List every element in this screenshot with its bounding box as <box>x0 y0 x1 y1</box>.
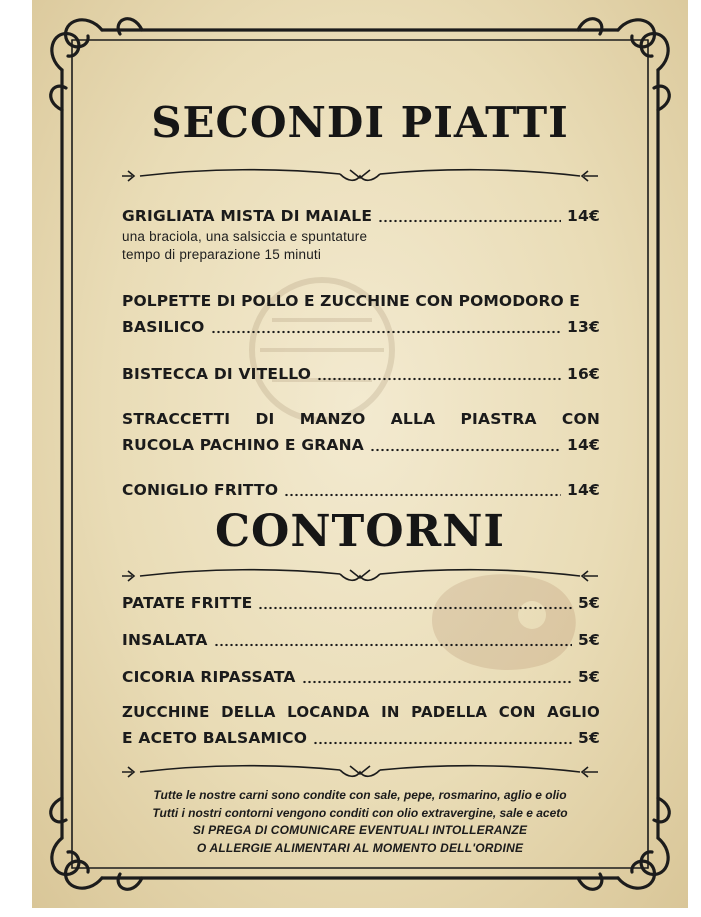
item-name: STRACCETTI DI MANZO ALLA PIASTRA CON <box>122 410 600 428</box>
note-line: SI PREGA DI COMUNICARE EVENTUALI INTOLLERANZE <box>192 823 528 837</box>
item-name: GRIGLIATA MISTA DI MAIALE <box>122 207 373 225</box>
item-name: CICORIA RIPASSATA <box>122 668 296 686</box>
item-name: ZUCCHINE DELLA LOCANDA IN PADELLA CON AGLIO <box>122 703 600 721</box>
section-title-secondi: SECONDI PIATTI <box>151 98 569 147</box>
dot-leader <box>284 493 561 497</box>
item-price: 5€ <box>578 668 600 686</box>
item-price: 5€ <box>578 729 600 747</box>
item-price: 13€ <box>567 318 600 336</box>
ornament-divider-icon <box>118 564 602 588</box>
note-line: O ALLERGIE ALIMENTARI AL MOMENTO DELL'ORDINE <box>196 840 524 855</box>
item-name-line <box>122 410 600 428</box>
item-price: 5€ <box>578 594 600 612</box>
item-description: tempo di preparazione 15 minuti <box>122 247 322 262</box>
menu-item-cicoria <box>122 668 600 686</box>
item-name: POLPETTE DI POLLO E ZUCCHINE CON POMODORO E <box>122 292 580 310</box>
section-title-contorni: CONTORNI <box>214 506 505 557</box>
item-name: PATATE FRITTE <box>122 594 253 612</box>
item-description: una braciola, una salsiccia e spuntature <box>122 229 368 244</box>
menu-item-coniglio <box>122 481 600 499</box>
dot-leader <box>214 643 572 647</box>
item-price: 16€ <box>567 365 600 383</box>
item-name-line <box>122 703 600 721</box>
menu-item-grigliata <box>122 207 600 264</box>
note-line: Tutte le nostre carni sono condite con sale, pepe, rosmarino, aglio e olio <box>153 788 567 802</box>
item-price: 14€ <box>567 207 600 225</box>
item-price: 5€ <box>578 631 600 649</box>
dot-leader <box>370 448 561 452</box>
menu-item-zucchine <box>122 703 600 747</box>
dot-leader <box>313 741 572 745</box>
item-price: 14€ <box>567 436 600 454</box>
dot-leader <box>378 219 561 223</box>
item-name: CONIGLIO FRITTO <box>122 481 279 499</box>
dot-leader <box>317 377 561 381</box>
menu-item-insalata <box>122 631 600 649</box>
item-name: INSALATA <box>122 631 208 649</box>
item-name: BASILICO <box>122 318 205 336</box>
item-name: E ACETO BALSAMICO <box>122 729 308 747</box>
menu-notes <box>32 787 688 857</box>
dot-leader <box>258 606 572 610</box>
dot-leader <box>211 330 561 334</box>
ornament-divider-icon <box>118 760 602 784</box>
menu-item-patate <box>122 594 600 612</box>
item-name-line <box>122 292 600 310</box>
menu-item-polpette <box>122 292 600 336</box>
item-price: 14€ <box>567 481 600 499</box>
menu-page <box>32 0 688 908</box>
item-name: RUCOLA PACHINO E GRANA <box>122 436 364 454</box>
dot-leader <box>302 680 572 684</box>
menu-item-straccetti <box>122 410 600 454</box>
menu-item-bistecca <box>122 365 600 383</box>
note-line: Tutti i nostri contorni vengono conditi con olio extravergine, sale e aceto <box>152 805 568 820</box>
item-name: BISTECCA DI VITELLO <box>122 365 312 383</box>
ornament-divider-icon <box>118 164 602 188</box>
